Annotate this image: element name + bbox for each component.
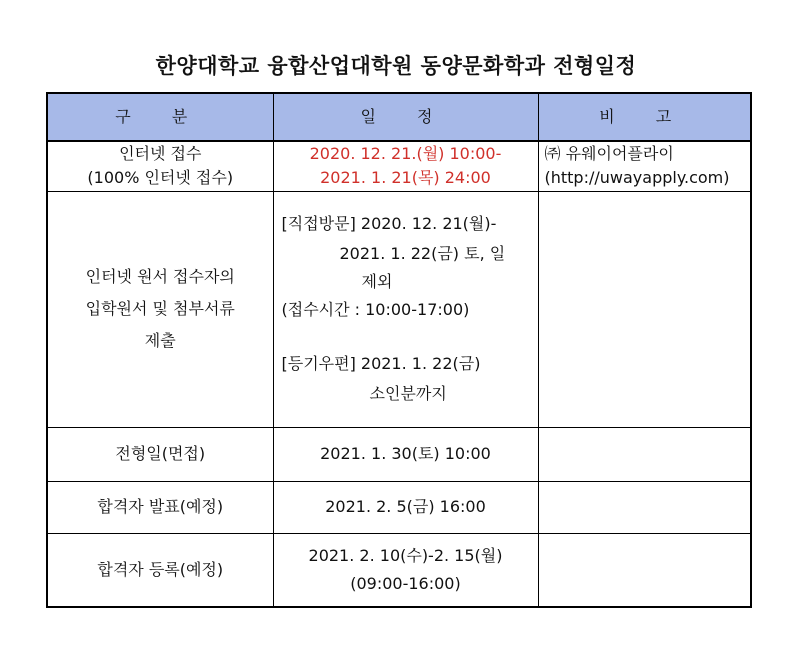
remark-cell: [538, 141, 751, 191]
remark-cell: [538, 427, 751, 481]
remark-cell: [538, 481, 751, 533]
schedule-cell: [273, 481, 538, 533]
schedule-text: 2021. 2. 10(수)-2. 15(월): [308, 545, 503, 565]
table-header-row: [47, 93, 751, 141]
schedule-text: 2021. 1. 22(금) 토, 일: [339, 244, 506, 263]
column-header-category: 구 분: [47, 93, 273, 141]
category-cell: [47, 481, 273, 533]
schedule-text: 2021. 1. 21(목) 24:00: [320, 168, 491, 188]
remark-text: ㈜ 유웨이어플라이: [544, 144, 674, 164]
table-row: [47, 141, 751, 191]
schedule-text: 소인분까지: [369, 384, 447, 403]
schedule-cell: [273, 533, 538, 607]
page-title: 한양대학교 융합산업대학원 동양문화학과 전형일정: [155, 54, 637, 78]
schedule-text: 2021. 2. 5(금) 16:00: [325, 497, 486, 516]
schedule-cell: [273, 427, 538, 481]
schedule-text: [등기우편] 2021. 1. 22(금): [281, 354, 481, 373]
category-text: 입학원서 및 첨부서류: [85, 299, 235, 318]
column-header-schedule: 일 정: [273, 93, 538, 141]
schedule-text: (접수시간 : 10:00-17:00): [281, 300, 470, 319]
category-text: 제출: [144, 331, 176, 350]
table-row: [47, 533, 751, 607]
category-cell: [47, 427, 273, 481]
table-row: [47, 427, 751, 481]
category-cell: [47, 141, 273, 191]
category-cell: [47, 191, 273, 427]
schedule-text: (09:00-16:00): [350, 573, 461, 593]
category-text: (100% 인터넷 접수): [87, 168, 234, 188]
category-text: 합격자 등록(예정): [97, 559, 224, 579]
category-text: 인터넷 원서 접수자의: [85, 267, 235, 286]
schedule-cell: [273, 191, 538, 427]
column-header-remark: 비 고: [538, 93, 751, 141]
schedule-table: [46, 92, 752, 608]
table-row: [47, 191, 751, 427]
schedule-text: 제외: [361, 272, 393, 291]
schedule-text: [직접방문] 2020. 12. 21(월)-: [281, 214, 497, 233]
table-row: [47, 481, 751, 533]
remark-cell: [538, 191, 751, 427]
schedule-cell: [273, 141, 538, 191]
schedule-text: 2021. 1. 30(토) 10:00: [320, 444, 491, 463]
category-text: 전형일(면접): [115, 444, 206, 463]
category-cell: [47, 533, 273, 607]
schedule-text: 2020. 12. 21.(월) 10:00-: [309, 144, 502, 164]
category-text: 인터넷 접수: [119, 144, 202, 164]
remark-link: (http://uwayapply.com): [544, 168, 730, 188]
remark-cell: [538, 533, 751, 607]
category-text: 합격자 발표(예정): [97, 497, 224, 516]
